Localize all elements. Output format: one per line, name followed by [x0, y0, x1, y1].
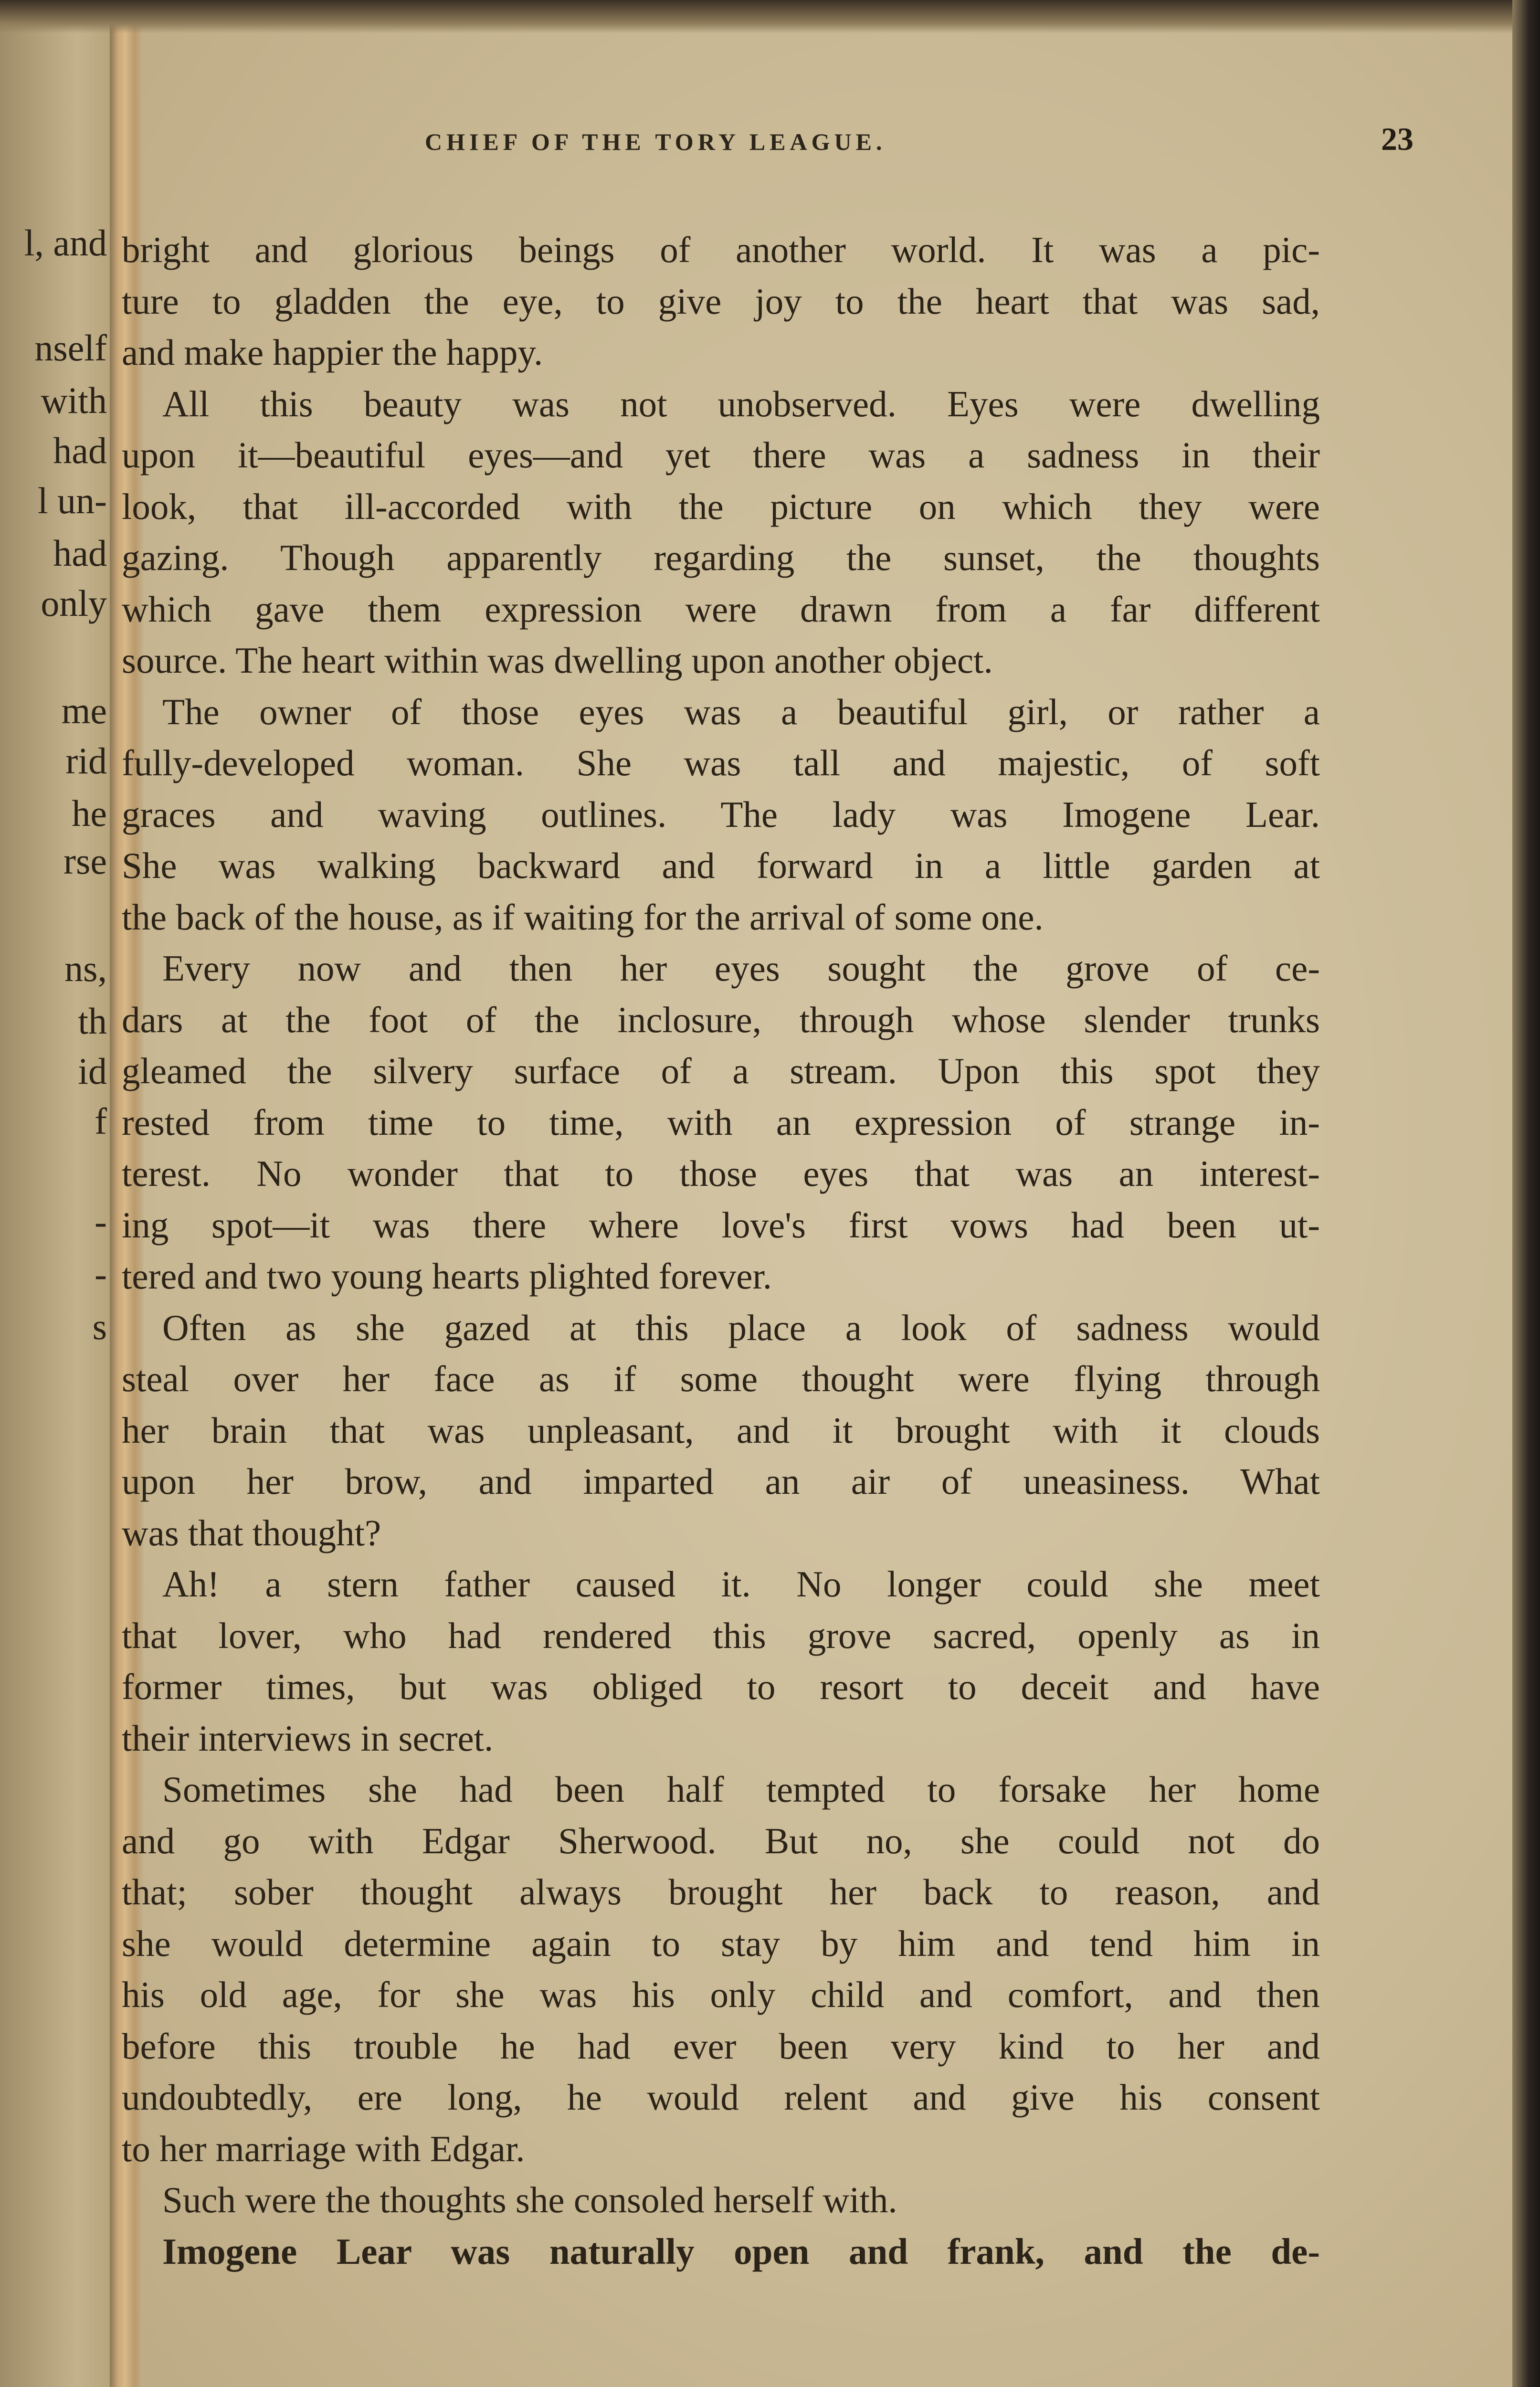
text-line: Imogene Lear was naturally open and frank, and the de-: [162, 2230, 1320, 2272]
text-line: ture to gladden the eye, to give joy to the heart that was sad,: [122, 280, 1320, 322]
text-line: All this beauty was not unobserved. Eyes were dwelling: [162, 383, 1320, 424]
text-line: terest. No wonder that to those eyes that was an interest-: [122, 1153, 1320, 1194]
facing-page-fragment: ns,: [64, 948, 107, 989]
page-right-edge: [1512, 0, 1540, 2387]
text-line: ing spot—it was there where love's first vows had been ut-: [122, 1204, 1320, 1246]
facing-page-fragment: f: [95, 1100, 107, 1142]
text-line: former times, but was obliged to resort to deceit and have: [122, 1666, 1320, 1707]
text-line: his old age, for she was his only child and comfort, and then: [122, 1974, 1320, 2015]
text-line: look, that ill-accorded with the picture on which they were: [122, 486, 1320, 527]
text-line: was that thought?: [122, 1512, 381, 1553]
facing-page-sliver: [0, 0, 110, 2387]
text-line: which gave them expression were drawn from a far different: [122, 588, 1320, 630]
text-line: She was walking backward and forward in a little garden at: [122, 845, 1320, 886]
facing-page-fragment: he: [72, 792, 107, 834]
facing-page-fragment: l un-: [37, 480, 107, 521]
text-line: tered and two young hearts plighted forever.: [122, 1256, 772, 1297]
body-text: [122, 224, 1320, 2277]
facing-page-fragment: with: [41, 380, 107, 421]
text-line: bright and glorious beings of another world. It was a pic-: [122, 229, 1320, 270]
text-line: before this trouble he had ever been very kind to her and: [122, 2025, 1320, 2067]
text-line: The owner of those eyes was a beautiful girl, or rather a: [162, 691, 1320, 732]
text-line: that; sober thought always brought her back to reason, and: [122, 1871, 1320, 1912]
facing-page-fragment: only: [41, 582, 107, 624]
text-line: Often as she gazed at this place a look of sadness would: [162, 1307, 1320, 1348]
facing-page-fragment: -: [95, 1253, 107, 1295]
text-line: to her marriage with Edgar.: [122, 2128, 525, 2169]
text-line: the back of the house, as if waiting for the arrival of some one.: [122, 896, 1044, 938]
text-line: steal over her face as if some thought were flying through: [122, 1358, 1320, 1399]
text-line: dars at the foot of the inclosure, through whose slender trunks: [122, 999, 1320, 1040]
facing-page-fragment: rid: [65, 740, 107, 782]
text-line: fully-developed woman. She was tall and majestic, of soft: [122, 742, 1320, 783]
facing-page-fragment: -: [95, 1201, 107, 1242]
text-line: rested from time to time, with an expression of strange in-: [122, 1101, 1320, 1143]
facing-page-fragment: had: [53, 430, 107, 471]
text-line: Every now and then her eyes sought the grove of ce-: [162, 948, 1320, 989]
facing-page-fragment: s: [92, 1306, 107, 1347]
text-line: Sometimes she had been half tempted to forsake her home: [162, 1769, 1320, 1810]
facing-page-fragment: me: [61, 690, 107, 731]
text-line: her brain that was unpleasant, and it brought with it clouds: [122, 1409, 1320, 1451]
page-number: 23: [1381, 121, 1413, 157]
facing-page-fragment: rse: [63, 840, 107, 882]
text-line: and go with Edgar Sherwood. But no, she could not do: [122, 1820, 1320, 1861]
text-line: undoubtedly, ere long, he would relent and give his consent: [122, 2077, 1320, 2118]
text-line: graces and waving outlines. The lady was Imogene Lear.: [122, 793, 1320, 835]
facing-page-fragment: nself: [34, 327, 107, 369]
text-line: source. The heart within was dwelling upon another object.: [122, 640, 993, 681]
text-line: gleamed the silvery surface of a stream. Upon this spot they: [122, 1050, 1320, 1091]
text-line: their interviews in secret.: [122, 1717, 494, 1759]
page-top-edge: [0, 0, 1540, 33]
text-line: that lover, who had rendered this grove sacred, openly as in: [122, 1615, 1320, 1656]
facing-page-fragment: l, and: [24, 222, 107, 264]
text-line: Ah! a stern father caused it. No longer could she meet: [162, 1563, 1320, 1605]
text-line: she would determine again to stay by him and tend him in: [122, 1922, 1320, 1964]
text-line: upon it—beautiful eyes—and yet there was a sadness in their: [122, 434, 1320, 475]
text-line: gazing. Though apparently regarding the sunset, the thoughts: [122, 537, 1320, 578]
facing-page-fragment: id: [78, 1050, 107, 1092]
text-line: and make happier the happy.: [122, 332, 543, 373]
text-line: Such were the thoughts she consoled herself with.: [162, 2179, 897, 2220]
facing-page-fragment: had: [53, 532, 107, 574]
text-line: upon her brow, and imparted an air of uneasiness. What: [122, 1461, 1320, 1502]
running-head: CHIEF OF THE TORY LEAGUE.: [425, 128, 886, 155]
facing-page-fragment: th: [78, 1000, 107, 1042]
